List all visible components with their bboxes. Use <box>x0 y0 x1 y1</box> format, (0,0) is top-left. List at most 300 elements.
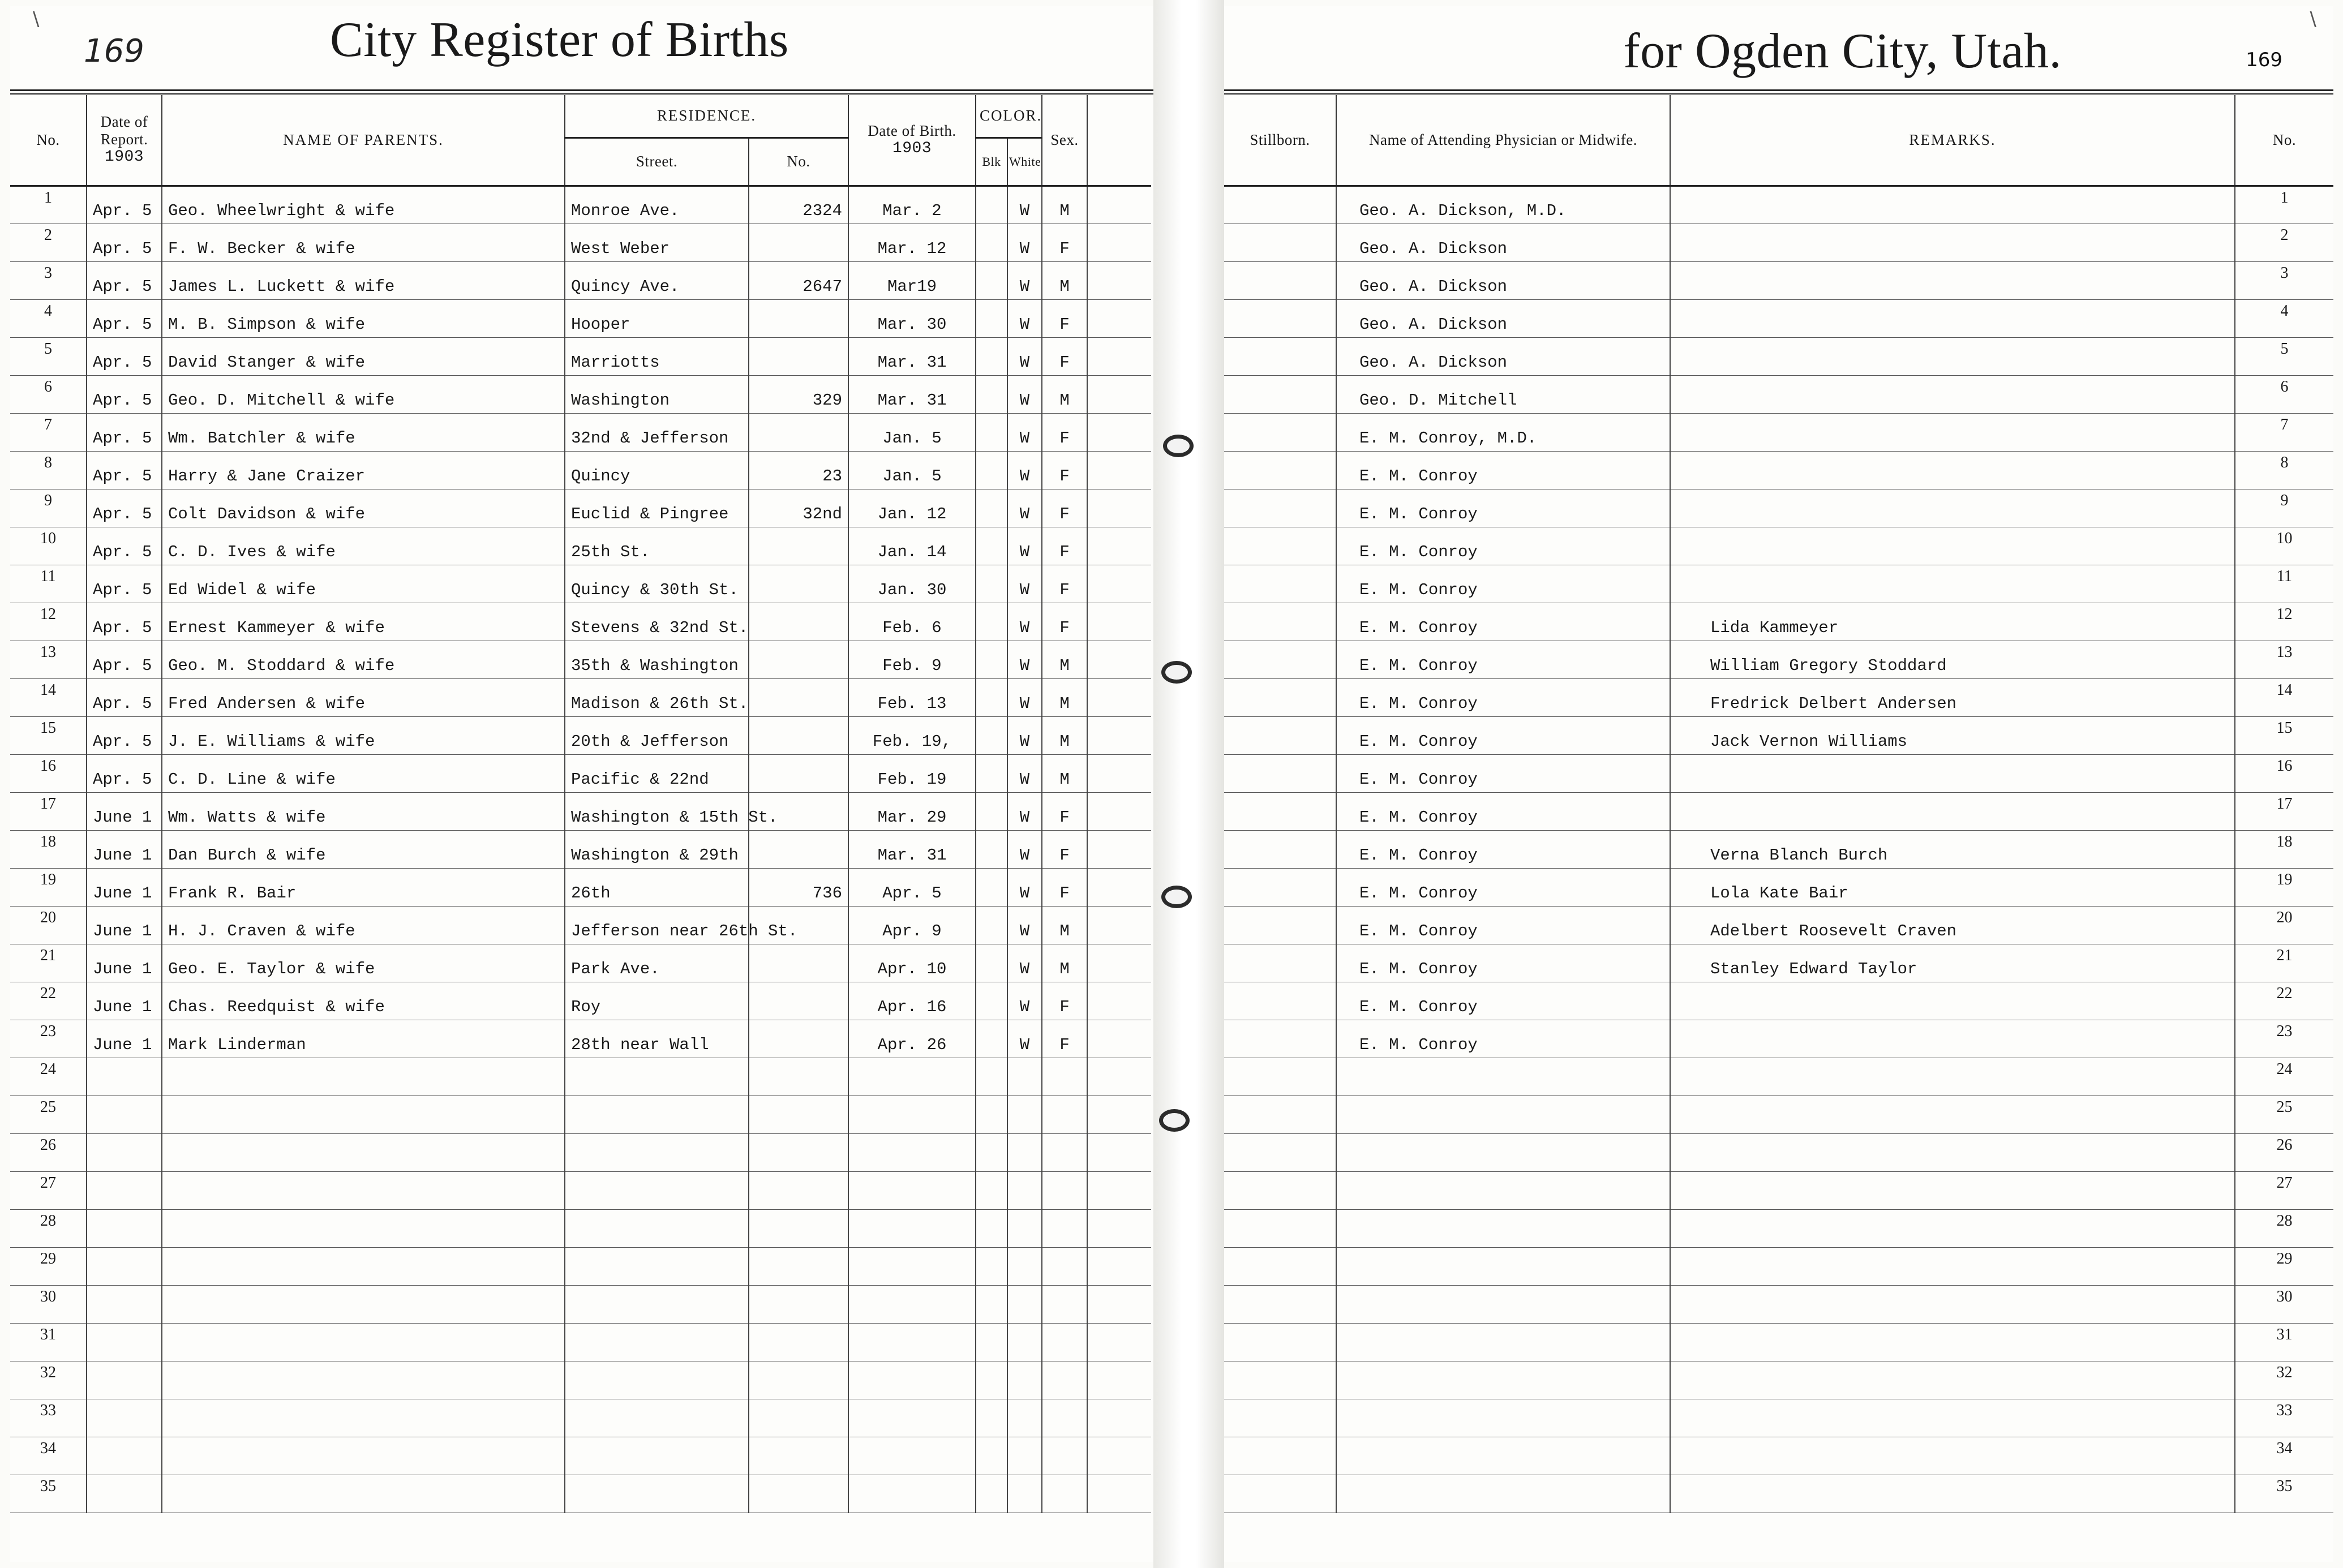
blank-cell <box>1087 1285 1151 1323</box>
record-number: 27 <box>10 1171 87 1209</box>
remarks: Stanley Edward Taylor <box>1670 944 2235 982</box>
color-blk <box>976 603 1007 641</box>
stillborn <box>1224 982 1336 1020</box>
color-white: W <box>1007 375 1042 413</box>
stillborn <box>1224 944 1336 982</box>
color-blk <box>976 906 1007 944</box>
color-blk <box>976 1437 1007 1475</box>
col-header-sex: Sex. <box>1042 95 1087 186</box>
attending-physician: E. M. Conroy <box>1336 754 1670 792</box>
residence-number <box>749 641 848 678</box>
blank-cell <box>1087 527 1151 565</box>
date-of-report: Apr. 5 <box>87 641 162 678</box>
color-blk <box>976 1399 1007 1437</box>
attending-physician: E. M. Conroy <box>1336 641 1670 678</box>
blank-cell <box>1087 1399 1151 1437</box>
stillborn <box>1224 186 1336 224</box>
date-of-report: June 1 <box>87 830 162 868</box>
residence-number <box>749 1209 848 1247</box>
color-blk <box>976 299 1007 337</box>
date-of-report: Apr. 5 <box>87 489 162 527</box>
remarks <box>1670 413 2235 451</box>
parents-name <box>162 1133 565 1171</box>
parents-name <box>162 1285 565 1323</box>
date-of-birth: Apr. 9 <box>848 906 976 944</box>
date-of-report: Apr. 5 <box>87 261 162 299</box>
remarks <box>1670 1475 2235 1513</box>
residence-street: Monroe Ave. <box>565 186 749 224</box>
stillborn <box>1224 1399 1336 1437</box>
record-number-right: 25 <box>2235 1096 2333 1133</box>
date-of-report <box>87 1058 162 1096</box>
sex: M <box>1042 754 1087 792</box>
blank-cell <box>1087 982 1151 1020</box>
date-of-report: June 1 <box>87 868 162 906</box>
table-row <box>10 337 1151 375</box>
stillborn <box>1224 527 1336 565</box>
attending-physician: Geo. A. Dickson <box>1336 299 1670 337</box>
attending-physician <box>1336 1323 1670 1361</box>
remarks <box>1670 1361 2235 1399</box>
color-blk <box>976 375 1007 413</box>
color-blk <box>976 830 1007 868</box>
date-of-birth <box>848 1133 976 1171</box>
date-of-report: Apr. 5 <box>87 186 162 224</box>
record-number: 12 <box>10 603 87 641</box>
blank-cell <box>1087 1209 1151 1247</box>
color-blk <box>976 1247 1007 1285</box>
date-of-birth: Jan. 14 <box>848 527 976 565</box>
table-row <box>10 792 1151 830</box>
blank-cell <box>1087 413 1151 451</box>
remarks <box>1670 261 2235 299</box>
blank-cell <box>1087 375 1151 413</box>
record-number: 15 <box>10 716 87 754</box>
sex <box>1042 1475 1087 1513</box>
attending-physician: E. M. Conroy <box>1336 527 1670 565</box>
residence-number: 2647 <box>749 261 848 299</box>
corner-tick-mark: \ <box>33 8 40 31</box>
table-row <box>10 375 1151 413</box>
date-of-birth: Feb. 19 <box>848 754 976 792</box>
color-white: W <box>1007 754 1042 792</box>
date-of-birth: Jan. 30 <box>848 565 976 603</box>
record-number-right: 35 <box>2235 1475 2333 1513</box>
sex: F <box>1042 224 1087 261</box>
stillborn <box>1224 678 1336 716</box>
sex <box>1042 1247 1087 1285</box>
blank-cell <box>1087 299 1151 337</box>
residence-street: Quincy & 30th St. <box>565 565 749 603</box>
table-row <box>1224 641 2333 678</box>
table-row <box>1224 1171 2333 1209</box>
blank-cell <box>1087 754 1151 792</box>
residence-number <box>749 1361 848 1399</box>
blank-cell <box>1087 565 1151 603</box>
attending-physician: E. M. Conroy <box>1336 565 1670 603</box>
blank-cell <box>1087 716 1151 754</box>
stillborn <box>1224 224 1336 261</box>
remarks <box>1670 1133 2235 1171</box>
sex <box>1042 1058 1087 1096</box>
date-of-birth: Mar. 31 <box>848 375 976 413</box>
stillborn <box>1224 1096 1336 1133</box>
stillborn <box>1224 413 1336 451</box>
remarks <box>1670 299 2235 337</box>
stillborn <box>1224 489 1336 527</box>
stillborn <box>1224 565 1336 603</box>
sex: M <box>1042 678 1087 716</box>
residence-number <box>749 1058 848 1096</box>
residence-street: Roy <box>565 982 749 1020</box>
blank-cell <box>1087 603 1151 641</box>
remarks <box>1670 1058 2235 1096</box>
remarks: Fredrick Delbert Andersen <box>1670 678 2235 716</box>
record-number: 17 <box>10 792 87 830</box>
col-header-stillborn: Stillborn. <box>1224 95 1336 186</box>
remarks <box>1670 1323 2235 1361</box>
attending-physician: E. M. Conroy <box>1336 906 1670 944</box>
date-of-birth <box>848 1096 976 1133</box>
date-of-birth <box>848 1437 976 1475</box>
date-of-report <box>87 1133 162 1171</box>
remarks <box>1670 527 2235 565</box>
left-page <box>10 6 1153 1562</box>
color-white: W <box>1007 716 1042 754</box>
color-white <box>1007 1361 1042 1399</box>
date-of-birth: Feb. 13 <box>848 678 976 716</box>
table-row <box>10 186 1151 224</box>
residence-street: Madison & 26th St. <box>565 678 749 716</box>
sex: F <box>1042 337 1087 375</box>
color-white <box>1007 1247 1042 1285</box>
remarks <box>1670 337 2235 375</box>
color-white <box>1007 1209 1042 1247</box>
residence-street <box>565 1209 749 1247</box>
table-row <box>1224 451 2333 489</box>
residence-street: 26th <box>565 868 749 906</box>
table-row <box>1224 224 2333 261</box>
header-rule <box>10 89 1153 94</box>
parents-name <box>162 1171 565 1209</box>
remarks <box>1670 1437 2235 1475</box>
residence-number: 23 <box>749 451 848 489</box>
residence-street: Washington & 15th St. <box>565 792 749 830</box>
record-number-right: 30 <box>2235 1285 2333 1323</box>
blank-cell <box>1087 1247 1151 1285</box>
date-of-birth: Mar. 30 <box>848 299 976 337</box>
color-blk <box>976 678 1007 716</box>
stillborn <box>1224 1058 1336 1096</box>
record-number-right: 13 <box>2235 641 2333 678</box>
table-row <box>10 678 1151 716</box>
residence-street: Stevens & 32nd St. <box>565 603 749 641</box>
date-of-report <box>87 1323 162 1361</box>
col-header-remarks: REMARKS. <box>1670 95 2235 186</box>
date-of-birth <box>848 1323 976 1361</box>
residence-street: Pacific & 22nd <box>565 754 749 792</box>
table-row <box>1224 603 2333 641</box>
residence-number <box>749 1171 848 1209</box>
table-row <box>10 603 1151 641</box>
col-header-color: COLOR. <box>976 95 1042 138</box>
attending-physician: Geo. A. Dickson <box>1336 261 1670 299</box>
table-row <box>10 565 1151 603</box>
color-blk <box>976 224 1007 261</box>
residence-number <box>749 944 848 982</box>
sex <box>1042 1361 1087 1399</box>
color-white: W <box>1007 868 1042 906</box>
attending-physician: E. M. Conroy, M.D. <box>1336 413 1670 451</box>
blank-cell <box>1087 224 1151 261</box>
stillborn <box>1224 1285 1336 1323</box>
table-row <box>1224 1247 2333 1285</box>
record-number: 21 <box>10 944 87 982</box>
residence-number <box>749 1323 848 1361</box>
remarks: Lida Kammeyer <box>1670 603 2235 641</box>
table-row <box>10 868 1151 906</box>
parents-name <box>162 1247 565 1285</box>
stillborn <box>1224 451 1336 489</box>
blank-cell <box>1087 1323 1151 1361</box>
color-white: W <box>1007 982 1042 1020</box>
table-row <box>10 754 1151 792</box>
color-white: W <box>1007 565 1042 603</box>
blank-cell <box>1087 678 1151 716</box>
record-number: 5 <box>10 337 87 375</box>
residence-street: Quincy <box>565 451 749 489</box>
record-number-right: 34 <box>2235 1437 2333 1475</box>
color-blk <box>976 1323 1007 1361</box>
parents-name <box>162 1361 565 1399</box>
col-header-parents: NAME OF PARENTS. <box>162 95 565 186</box>
color-blk <box>976 982 1007 1020</box>
color-white <box>1007 1285 1042 1323</box>
record-number-right: 8 <box>2235 451 2333 489</box>
color-white <box>1007 1399 1042 1437</box>
color-blk <box>976 1096 1007 1133</box>
date-of-report: Apr. 5 <box>87 451 162 489</box>
blank-cell <box>1087 1058 1151 1096</box>
record-number: 16 <box>10 754 87 792</box>
record-number-right: 15 <box>2235 716 2333 754</box>
table-row <box>10 716 1151 754</box>
sex <box>1042 1171 1087 1209</box>
table-row <box>10 906 1151 944</box>
sex: F <box>1042 868 1087 906</box>
register-title: City Register of Births <box>330 12 789 67</box>
stillborn <box>1224 1323 1336 1361</box>
color-blk <box>976 261 1007 299</box>
stillborn <box>1224 1020 1336 1058</box>
record-number: 6 <box>10 375 87 413</box>
attending-physician: E. M. Conroy <box>1336 489 1670 527</box>
record-number-right: 9 <box>2235 489 2333 527</box>
stillborn <box>1224 830 1336 868</box>
attending-physician: E. M. Conroy <box>1336 944 1670 982</box>
table-row <box>1224 1361 2333 1399</box>
table-row <box>1224 299 2333 337</box>
date-of-birth: Mar. 31 <box>848 830 976 868</box>
remarks <box>1670 375 2235 413</box>
residence-street <box>565 1437 749 1475</box>
stillborn <box>1224 1133 1336 1171</box>
date-of-report: Apr. 5 <box>87 678 162 716</box>
record-number: 29 <box>10 1247 87 1285</box>
binder-ring-3 <box>1161 886 1192 908</box>
remarks <box>1670 1209 2235 1247</box>
attending-physician: E. M. Conroy <box>1336 1020 1670 1058</box>
table-row <box>10 224 1151 261</box>
table-row <box>10 1020 1151 1058</box>
residence-number <box>749 224 848 261</box>
parents-name <box>162 1475 565 1513</box>
register-title-continued: for Ogden City, Utah. <box>1623 24 2062 79</box>
table-row <box>10 830 1151 868</box>
date-of-report <box>87 1399 162 1437</box>
record-number: 25 <box>10 1096 87 1133</box>
residence-street: 28th near Wall <box>565 1020 749 1058</box>
date-of-birth: Jan. 12 <box>848 489 976 527</box>
blank-cell <box>1087 944 1151 982</box>
color-blk <box>976 527 1007 565</box>
parents-name: M. B. Simpson & wife <box>162 299 565 337</box>
color-white: W <box>1007 944 1042 982</box>
date-of-birth: Mar. 2 <box>848 186 976 224</box>
record-number: 11 <box>10 565 87 603</box>
residence-street <box>565 1361 749 1399</box>
blank-cell <box>1087 451 1151 489</box>
attending-physician <box>1336 1437 1670 1475</box>
stillborn <box>1224 1475 1336 1513</box>
binder-ring-2 <box>1161 661 1192 684</box>
table-row <box>1224 186 2333 224</box>
date-of-birth: Jan. 5 <box>848 413 976 451</box>
sex: F <box>1042 413 1087 451</box>
table-row <box>1224 1323 2333 1361</box>
date-of-birth: Mar. 31 <box>848 337 976 375</box>
table-row <box>1224 565 2333 603</box>
record-number-right: 3 <box>2235 261 2333 299</box>
attending-physician <box>1336 1475 1670 1513</box>
right-page <box>1224 6 2333 1562</box>
table-row <box>1224 868 2333 906</box>
parents-name: C. D. Ives & wife <box>162 527 565 565</box>
table-row <box>1224 716 2333 754</box>
attending-physician: E. M. Conroy <box>1336 792 1670 830</box>
date-of-report: Apr. 5 <box>87 565 162 603</box>
color-blk <box>976 944 1007 982</box>
sex: F <box>1042 1020 1087 1058</box>
record-number: 34 <box>10 1437 87 1475</box>
table-row <box>1224 944 2333 982</box>
record-number-right: 19 <box>2235 868 2333 906</box>
color-white: W <box>1007 299 1042 337</box>
record-number: 30 <box>10 1285 87 1323</box>
blank-cell <box>1087 641 1151 678</box>
parents-name: F. W. Becker & wife <box>162 224 565 261</box>
date-of-birth: Mar. 12 <box>848 224 976 261</box>
parents-name <box>162 1058 565 1096</box>
residence-number <box>749 1020 848 1058</box>
color-white <box>1007 1475 1042 1513</box>
record-number: 32 <box>10 1361 87 1399</box>
color-blk <box>976 1171 1007 1209</box>
color-white: W <box>1007 678 1042 716</box>
table-row <box>10 1247 1151 1285</box>
col-header-res-no: No. <box>749 138 848 186</box>
color-white: W <box>1007 337 1042 375</box>
date-of-report <box>87 1361 162 1399</box>
record-number-right: 33 <box>2235 1399 2333 1437</box>
table-row <box>1224 1399 2333 1437</box>
date-of-birth: Jan. 5 <box>848 451 976 489</box>
color-white <box>1007 1096 1042 1133</box>
stillborn <box>1224 1171 1336 1209</box>
table-row <box>10 1323 1151 1361</box>
color-white <box>1007 1437 1042 1475</box>
births-table-left <box>10 95 1151 1513</box>
col-header-physician: Name of Attending Physician or Midwife. <box>1336 95 1670 186</box>
date-of-birth: Feb. 9 <box>848 641 976 678</box>
residence-number <box>749 754 848 792</box>
residence-street: Washington <box>565 375 749 413</box>
residence-number <box>749 527 848 565</box>
record-number: 18 <box>10 830 87 868</box>
residence-street <box>565 1133 749 1171</box>
record-number-right: 7 <box>2235 413 2333 451</box>
color-blk <box>976 1058 1007 1096</box>
parents-name: Colt Davidson & wife <box>162 489 565 527</box>
col-header-no: No. <box>10 95 87 186</box>
record-number-right: 14 <box>2235 678 2333 716</box>
record-number: 1 <box>10 186 87 224</box>
residence-number <box>749 1437 848 1475</box>
color-white: W <box>1007 413 1042 451</box>
record-number: 7 <box>10 413 87 451</box>
color-white: W <box>1007 527 1042 565</box>
blank-cell <box>1087 830 1151 868</box>
color-white <box>1007 1058 1042 1096</box>
date-of-report <box>87 1437 162 1475</box>
remarks <box>1670 1171 2235 1209</box>
stillborn <box>1224 337 1336 375</box>
color-blk <box>976 1133 1007 1171</box>
parents-name: Geo. D. Mitchell & wife <box>162 375 565 413</box>
color-white: W <box>1007 830 1042 868</box>
record-number-right: 1 <box>2235 186 2333 224</box>
residence-street: Jefferson near 26th St. <box>565 906 749 944</box>
stillborn <box>1224 906 1336 944</box>
blank-cell <box>1087 1133 1151 1171</box>
residence-number: 329 <box>749 375 848 413</box>
sex <box>1042 1096 1087 1133</box>
parents-name: James L. Luckett & wife <box>162 261 565 299</box>
sex: F <box>1042 565 1087 603</box>
date-of-report: Apr. 5 <box>87 337 162 375</box>
remarks: Jack Vernon Williams <box>1670 716 2235 754</box>
table-row <box>10 1171 1151 1209</box>
date-of-birth <box>848 1058 976 1096</box>
table-row <box>10 982 1151 1020</box>
table-row <box>1224 375 2333 413</box>
record-number-right: 12 <box>2235 603 2333 641</box>
record-number: 4 <box>10 299 87 337</box>
residence-street: Hooper <box>565 299 749 337</box>
stillborn <box>1224 299 1336 337</box>
record-number: 26 <box>10 1133 87 1171</box>
residence-street <box>565 1285 749 1323</box>
